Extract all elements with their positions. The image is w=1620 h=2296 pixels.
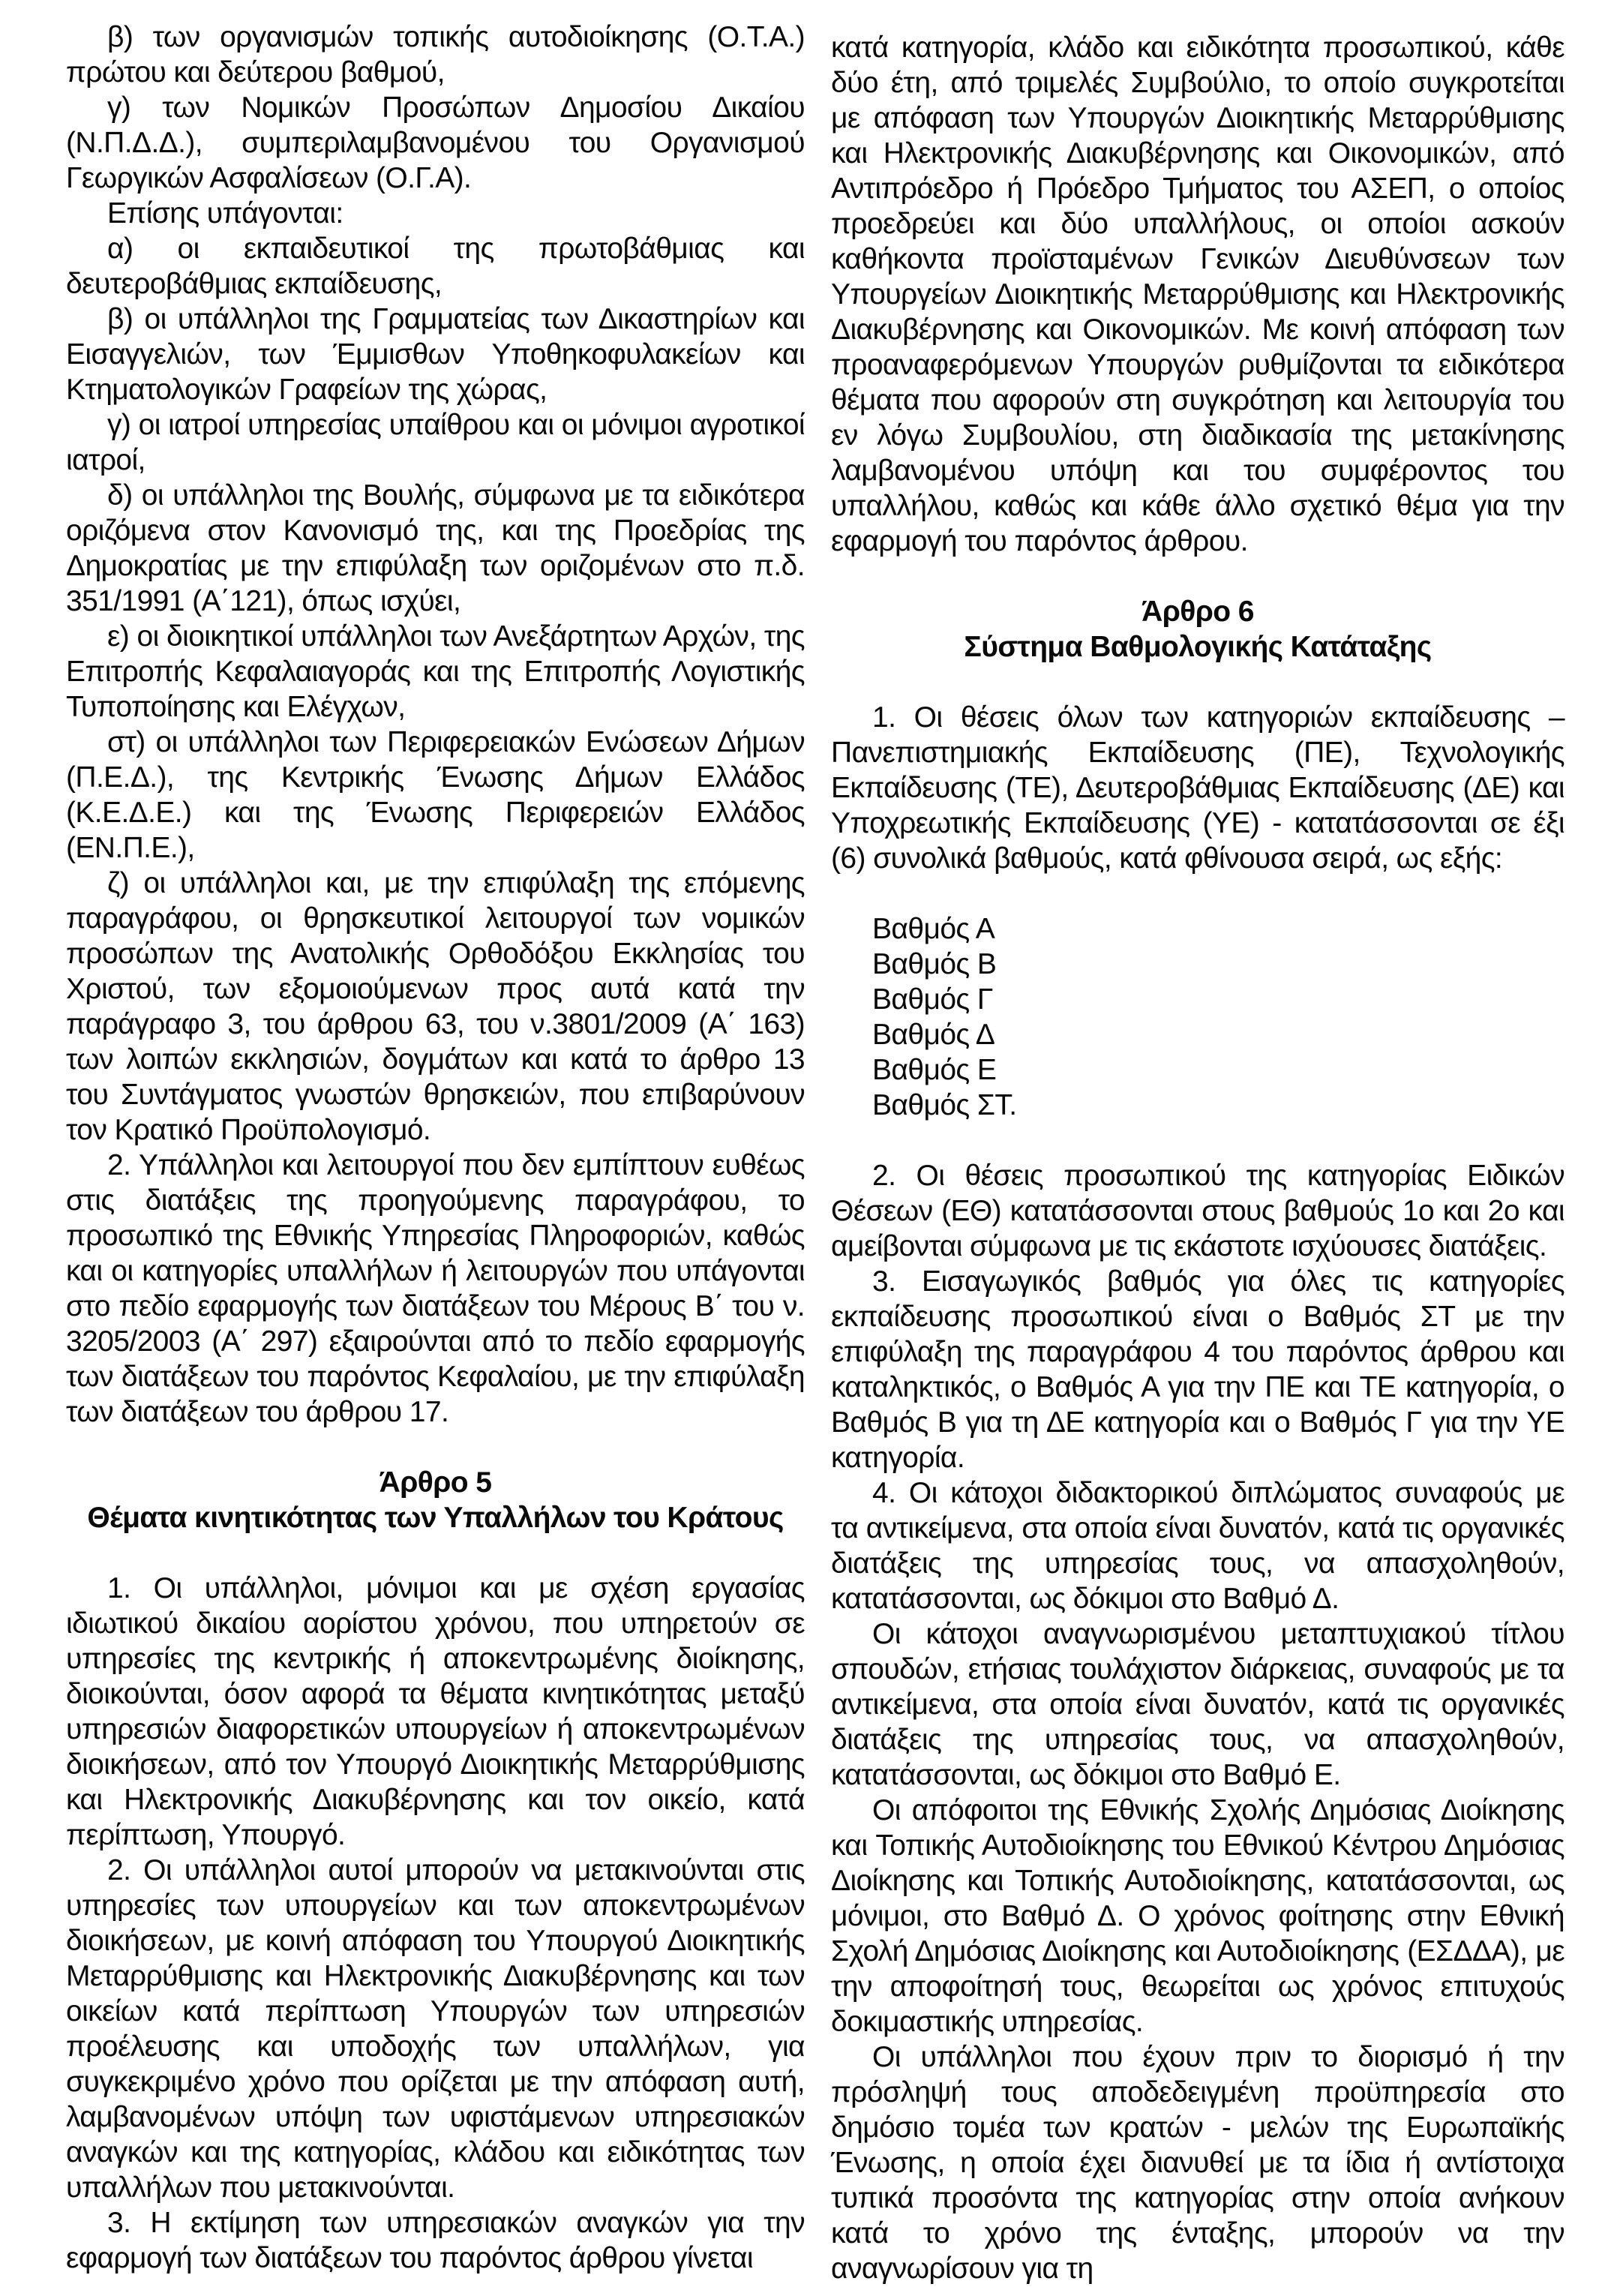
body-paragraph: Επίσης υπάγονται: [107,197,344,230]
body-paragraph: 4. Οι κάτοχοι διδακτορικού διπλώματος συναφούς με τα αντικείμενα, στα οποία είναι δυνατόν, κατά τις οργανικές διατάξεις της υπηρεσίας τους, να απασχοληθούν, κατατάσσονται, ως δόκιμοι στο Βαθμό Δ. [831,1477,1564,1615]
body-paragraph: γ) των Νομικών Προσώπων Δημοσίου Δικαίου (Ν.Π.Δ.Δ.), συμπεριλαμβανομένου του Οργανισμού Γεωργικών Ασφαλίσεων (Ο.Γ.Α). [66,92,805,194]
article-6-number: Άρθρο 6 [1142,596,1254,628]
left-column [66,20,805,2276]
body-paragraph: 3. Η εκτίμηση των υπηρεσιακών αναγκών για την εφαρμογή των διατάξεων του παρόντος άρθρου γίνεται [66,2207,805,2274]
body-paragraph: 2. Οι υπάλληλοι αυτοί μπορούν να μετακινούνται στις υπηρεσίες των υπουργείων και των αποκεντρωμένων διοικήσεων, με κοινή απόφαση του Υπουργού Διοικητικής Μεταρρύθμισης και Ηλεκτρονικής Διακυβέρνησης και των οικείων κατά περίπτωση Υπουργών των υπηρεσιών προέλευσης και υποδοχής των υπαλλήλων, για συγκεκριμένο χρόνο που ορίζεται με την απόφαση αυτή, λαμβανομένων υπόψη των υφιστάμενων υπηρεσιακών αναγκών και της κατηγορίας, κλάδου και ειδικότητας των υπαλλήλων που μετακινούνται. [66,1854,805,2204]
body-paragraph: γ) οι ιατροί υπηρεσίας υπαίθρου και οι μόνιμοι αγροτικοί ιατροί, [66,409,805,476]
grade-item: Βαθμός Γ [872,983,993,1016]
body-paragraph: 1. Οι υπάλληλοι, μόνιμοι και με σχέση εργασίας ιδιωτικού δικαίου αορίστου χρόνου, που υπηρετούν σε υπηρεσίες της κεντρικής ή αποκεντρωμένης διοίκησης, διοικούνται, όσον αφορά τα θέματα κινητικότητας μεταξύ υπηρεσιών διαφορετικών υπουργείων ή αποκεντρωμένων διοικήσεων, από τον Υπουργό Διοικητικής Μεταρρύθμισης και Ηλεκτρονικής Διακυβέρνησης και τον οικείο, κατά περίπτωση, Υπουργό. [66,1572,805,1851]
body-paragraph: δ) οι υπάλληλοι της Βουλής, σύμφωνα με τα ειδικότερα οριζόμενα στον Κανονισμό της, και της Προεδρίας της Δημοκρατίας με την επιφύλαξη των οριζομένων στο π.δ. 351/1991 (Α΄121), όπως ισχύει, [66,479,805,617]
body-paragraph: 2. Υπάλληλοι και λειτουργοί που δεν εμπίπτουν ευθέως στις διατάξεις της προηγούμενης παραγράφου, το προσωπικό της Εθνικής Υπηρεσίας Πληροφοριών, καθώς και οι κατηγορίες υπαλλήλων ή λειτουργών που υπάγονται στο πεδίο εφαρμογής των διατάξεων του Μέρους Β΄ του ν. 3205/2003 (Α΄ 297) εξαιρούνται από το πεδίο εφαρμογής των διατάξεων του παρόντος Κεφαλαίου, με την επιφύλαξη των διατάξεων του άρθρου 17. [66,1149,805,1428]
body-paragraph: στ) οι υπάλληλοι των Περιφερειακών Ενώσεων Δήμων (Π.Ε.Δ.), της Κεντρικής Ένωσης Δήμων Ελλάδος (Κ.Ε.Δ.Ε.) και της Ένωσης Περιφερειών Ελλάδος (ΕΝ.Π.Ε.), [66,726,805,864]
body-paragraph: κατά κατηγορία, κλάδο και ειδικότητα προσωπικού, κάθε δύο έτη, από τριμελές Συμβούλιο, το οποίο συγκροτείται με απόφαση των Υπουργών Διοικητικής Μεταρρύθμισης και Ηλεκτρονικής Διακυβέρνησης και Οικονομικών, από Αντιπρόεδρο ή Πρόεδρο Τμήματος του ΑΣΕΠ, ο οποίος προεδρεύει και δύο υπαλλήλους, οι οποίοι ασκούν καθήκοντα προϊσταμένων Γενικών Διευθύνσεων των Υπουργείων Διοικητικής Μεταρρύθμισης και Ηλεκτρονικής Διακυβέρνησης και Οικονομικών. Με κοινή απόφαση των προαναφερόμενων Υπουργών ρυθμίζονται τα ειδικότερα θέματα που αφορούν στη συγκρότηση και λειτουργία του εν λόγω Συμβουλίου, στη διαδικασία της μετακίνησης λαμβανομένου υπόψη και του συμφέροντος του υπαλλήλου, καθώς και κάθε άλλο σχετικό θέμα για την εφαρμογή του παρόντος άρθρου. [831,32,1564,557]
body-paragraph: ε) οι διοικητικοί υπάλληλοι των Ανεξάρτητων Αρχών, της Επιτροπής Κεφαλαιαγοράς και της Επιτροπής Λογιστικής Τυποποίησης και Ελέγχων, [66,620,805,723]
body-paragraph: α) οι εκπαιδευτικοί της πρωτοβάθμιας και δευτεροβάθμιας εκπαίδευσης, [66,233,805,300]
body-paragraph: Οι απόφοιτοι της Εθνικής Σχολής Δημόσιας Διοίκησης και Τοπικής Αυτοδιοίκησης του Εθνικού Κέντρου Δημόσιας Διοίκησης και Τοπικής Αυτοδιοίκησης, κατατάσσονται, ως μόνιμοι, στο Βαθμό Δ. Ο χρόνος φοίτησης στην Εθνική Σχολή Δημόσιας Διοίκησης και Αυτοδιοίκησης (ΕΣΔΔΑ), με την αποφοίτησή τους, θεωρείται ως χρόνος επιτυχούς δοκιμαστικής υπηρεσίας. [831,1794,1564,2038]
body-paragraph: β) των οργανισμών τοπικής αυτοδιοίκησης (Ο.Τ.Α.) πρώτου και δεύτερου βαθμού, [66,21,805,89]
body-paragraph: Οι κάτοχοι αναγνωρισμένου μεταπτυχιακού τίτλου σπουδών, ετήσιας τουλάχιστον διάρκειας, συναφούς με τα αντικείμενα, στα οποία είναι δυνατόν, κατά τις οργανικές διατάξεις της υπηρεσίας τους, να απασχοληθούν, κατατάσσονται, ως δόκιμοι στο Βαθμό Ε. [831,1618,1564,1791]
body-paragraph: 3. Εισαγωγικός βαθμός για όλες τις κατηγορίες εκπαίδευσης προσωπικού είναι ο Βαθμός ΣΤ με την επιφύλαξη της παραγράφου 4 του παρόντος άρθρου και καταληκτικός, ο Βαθμός Α για την ΠΕ και ΤΕ κατηγορία, ο Βαθμός Β για τη ΔΕ κατηγορία και ο Βαθμός Γ για την ΥΕ κατηγορία. [831,1265,1564,1474]
grade-item: Βαθμός Α [872,913,995,945]
body-paragraph: β) οι υπάλληλοι της Γραμματείας των Δικαστηρίων και Εισαγγελιών, των Έμμισθων Υποθηκοφυλακείων και Κτηματολογικών Γραφείων της χώρας, [66,303,805,406]
grade-list [831,911,1564,1123]
grade-item: Βαθμός Ε [872,1054,997,1086]
right-column [831,30,1564,2286]
body-paragraph: 1. Οι θέσεις όλων των κατηγοριών εκπαίδευσης – Πανεπιστημιακής Εκπαίδευσης (ΠΕ), Τεχνολογικής Εκπαίδευσης (ΤΕ), Δευτεροβάθμιας Εκπαίδευσης (ΔΕ) και Υποχρεωτικής Εκπαίδευσης (ΥΕ) - κατατάσσονται σε έξι (6) συνολικά βαθμούς, κατά φθίνουσα σειρά, ως εξής: [831,701,1564,875]
article-6-title: Σύστημα Βαθμολογικής Κατάταξης [964,631,1432,663]
grade-item: Βαθμός ΣΤ. [872,1089,1017,1121]
article-5-number: Άρθρο 5 [379,1466,492,1499]
grade-item: Βαθμός Δ [872,1019,995,1051]
grade-item: Βαθμός Β [872,948,997,980]
article-5-title: Θέματα κινητικότητας των Υπαλλήλων του Κράτους [87,1502,784,1534]
body-paragraph: Οι υπάλληλοι που έχουν πριν το διορισμό ή την πρόσληψή τους αποδεδειγμένη προϋπηρεσία στο δημόσιο τομέα των κρατών - μελών της Ευρωπαϊκής Ένωσης, η οποία έχει διανυθεί με τα ίδια ή αντίστοιχα τυπικά προσόντα της κατηγορίας στην οποία ανήκουν κατά το χρόνο της ένταξης, μπορούν να την αναγνωρίσουν για τη [831,2041,1564,2285]
body-paragraph: 2. Οι θέσεις προσωπικού της κατηγορίας Ειδικών Θέσεων (ΕΘ) κατατάσσονται στους βαθμούς 1ο και 2ο και αμείβονται σύμφωνα με τις εκάστοτε ισχύουσες διατάξεις. [831,1160,1564,1262]
body-paragraph: ζ) οι υπάλληλοι και, με την επιφύλαξη της επόμενης παραγράφου, οι θρησκευτικοί λειτουργοί των νομικών προσώπων της Ανατολικής Ορθοδόξου Εκκλησίας του Χριστού, των εξομοιούμενων προς αυτά κατά την παράγραφο 3, του άρθρου 63, του ν.3801/2009 (Α΄ 163) των λοιπών εκκλησιών, δογμάτων και κατά το άρθρο 13 του Συντάγματος γνωστών θρησκειών, που επιβαρύνουν τον Κρατικό Προϋπολογισμό. [66,867,805,1146]
